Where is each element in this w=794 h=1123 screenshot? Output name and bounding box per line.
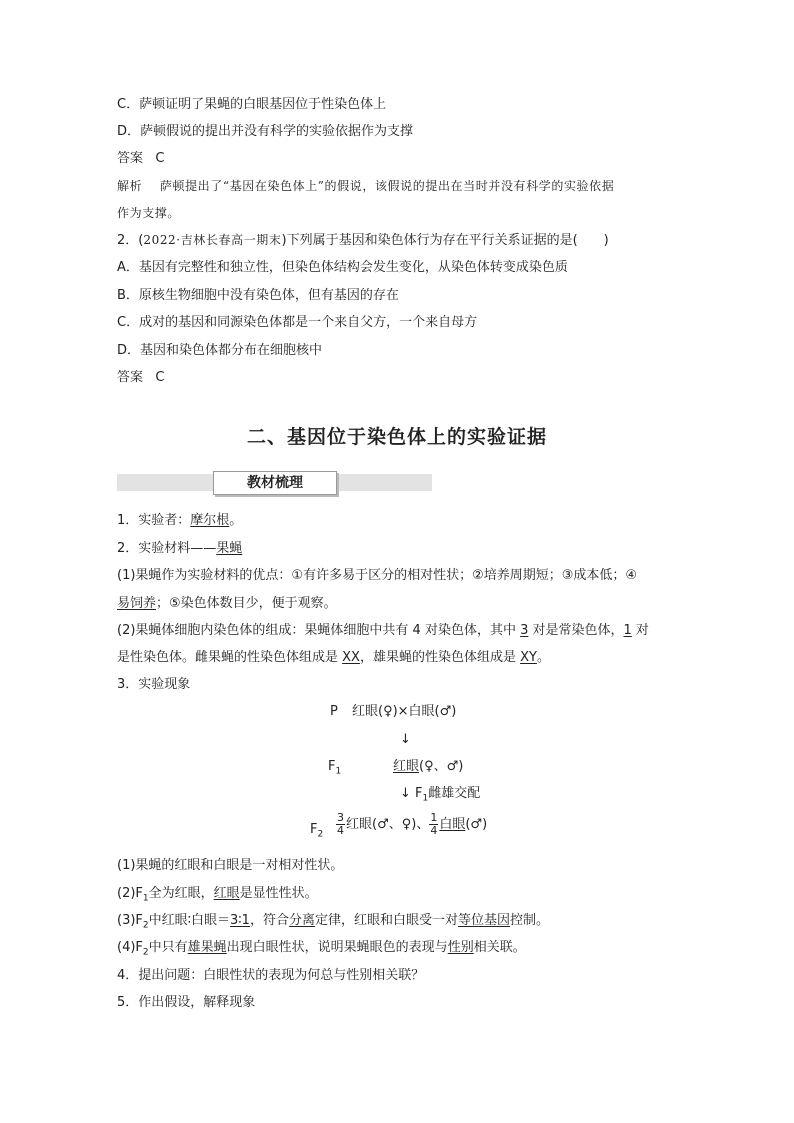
diagram-f2-result: $\frac{3}{4}$ 红眼(♂、♀)、 $\frac{1}{4}$ 白眼(♂) [337, 811, 488, 837]
diagram-p-label: P [330, 704, 338, 719]
diagram-arrow-2: ↓ $F_1$雌雄交配 [400, 786, 481, 804]
para-1-line2: 易饲养；⑤染色体数目少，便于观察。 [117, 596, 337, 611]
diagram-p-cross: 红眼(♀)×白眼(♂) [352, 704, 457, 719]
q2-option-a: A．基因有完整性和独立性，但染色体结构会发生变化，从染色体转变成染色质 [117, 260, 568, 275]
diagram-f2-label: $F_2$ [310, 822, 324, 840]
fraction-one-quarter: $\frac{1}{4}$ [430, 811, 438, 837]
para-2-line1: (2)果蝇体细胞内染色体的组成：果蝇体细胞中共有 4 对染色体，其中 3 对是常染色体，1 对 [117, 623, 649, 638]
diagram-f1-label: $F_1$ [328, 759, 342, 777]
q1-answer: 答案 C [117, 151, 165, 166]
analysis-3: $(3)F_2$中红眼∶白眼＝3∶1，符合分离定律，红眼和白眼受一对等位基因控制。 [117, 913, 550, 931]
item-2: 2．实验材料——果蝇 [117, 541, 243, 556]
fraction-three-quarters: $\frac{3}{4}$ [337, 811, 344, 837]
diagram-f1-result: 红眼(♀、♂) [393, 759, 464, 774]
section-title: 二、基因位于染色体上的实验证据 [246, 426, 547, 448]
item-5: 5．作出假设，解释现象 [117, 995, 256, 1010]
analysis-2: $(2)F_1$全为红眼，红眼是显性性状。 [117, 886, 318, 904]
analysis-1: (1)果蝇的红眼和白眼是一对相对性状。 [117, 858, 344, 873]
q2-option-d: D．基因和染色体都分布在细胞核中 [117, 343, 323, 358]
item-1: 1．实验者：摩尔根。 [117, 513, 243, 528]
q2-stem: 2．(2022·吉林长春高一期末)下列属于基因和染色体行为存在平行关系证据的是( ) [117, 233, 609, 248]
para-1-line1: (1)果蝇作为实验材料的优点：①有许多易于区分的相对性状；②培养周期短；③成本低；④ [117, 568, 638, 583]
analysis-4: $(4)F_2$中只有雄果蝇出现白眼性状，说明果蝇眼色的表现与性别相关联。 [117, 940, 526, 958]
section-band-label: 教材梳理 [213, 471, 337, 495]
q1-analysis-line2: 作为支撑。 [117, 206, 181, 220]
q2-option-b: B．原核生物细胞中没有染色体，但有基因的存在 [117, 288, 399, 303]
q1-option-d: D．萨顿假说的提出并没有科学的实验依据作为支撑 [117, 124, 414, 139]
q1-option-c: C．萨顿证明了果蝇的白眼基因位于性染色体上 [117, 97, 387, 112]
q2-answer: 答案 C [117, 370, 165, 385]
para-2-line2: 是性染色体。雌果蝇的性染色体组成是 XX，雄果蝇的性染色体组成是 XY。 [117, 650, 550, 665]
q2-option-c: C．成对的基因和同源染色体都是一个来自父方，一个来自母方 [117, 315, 478, 330]
diagram-arrow-1: ↓ [400, 732, 411, 747]
item-4: 4．提出问题：白眼性状的表现为何总与性别相关联？ [117, 968, 425, 983]
q1-analysis-line1: 解析 萨顿提出了“基因在染色体上”的假说，该假说的提出在当时并没有科学的实验依据 [117, 179, 615, 193]
item-3: 3．实验现象 [117, 677, 191, 692]
